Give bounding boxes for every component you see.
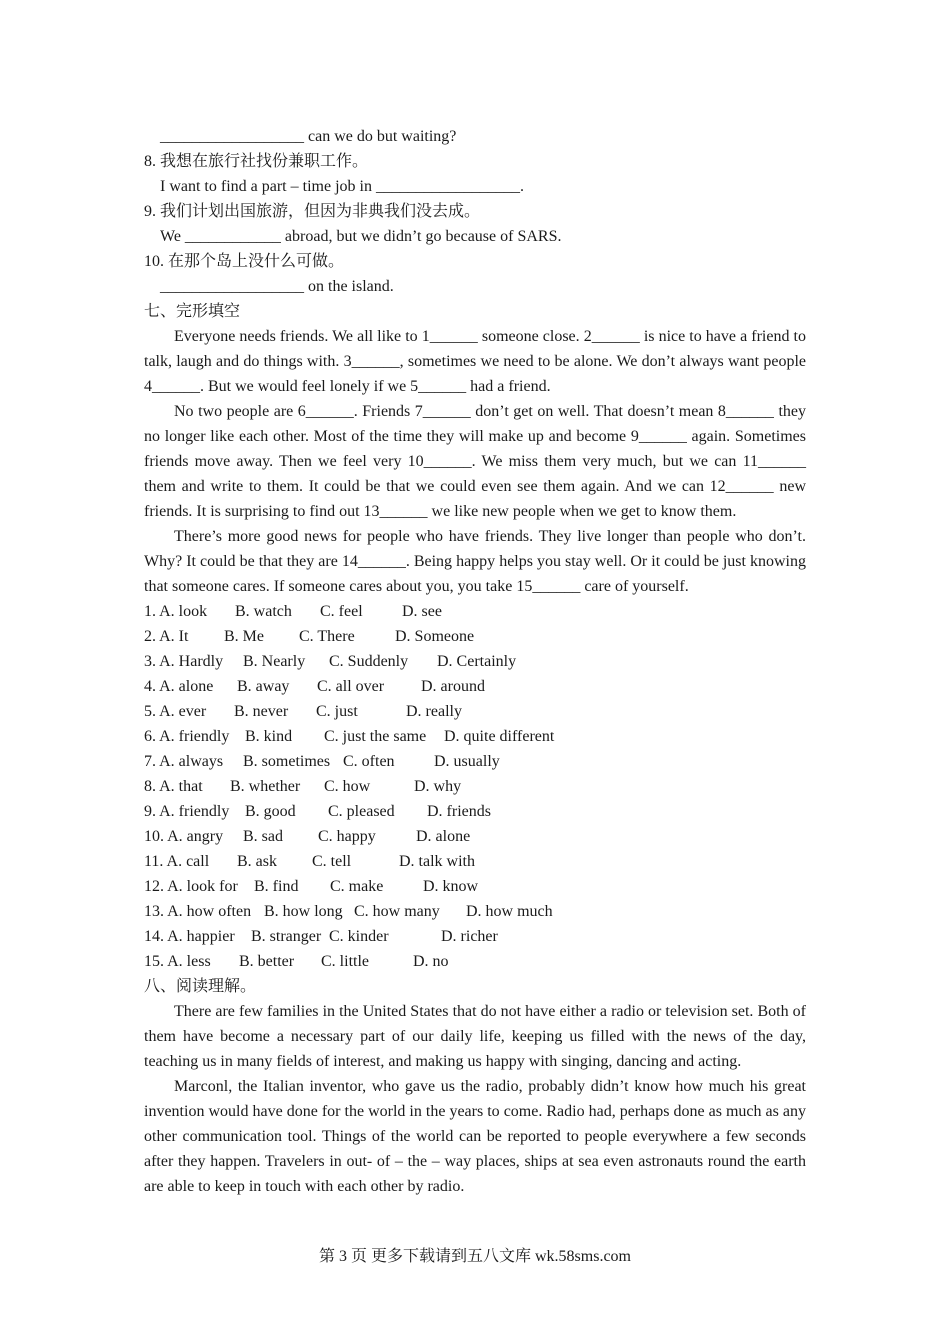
cloze-option-row (144, 699, 806, 724)
cloze-option-row (144, 849, 806, 874)
option-d: D. no (413, 953, 449, 970)
reading-paragraph: Marconl, the Italian inventor, who gave us the radio, probably didn’t know how much his great invention would have done for the world in the years to come. Radio had, perhaps done as much as any other communication tool. Things of the world can be reported to people everywhere a few seconds after they happen. Travelers in out- of – the – way places, ships at sea even astronauts round the earth are able to keep in touch with each other by radio. (144, 1078, 806, 1195)
option-d: D. usually (434, 753, 500, 770)
option-c: C. happy (318, 828, 376, 845)
option-d: D. why (414, 778, 462, 795)
option-a: 3. A. Hardly (144, 653, 224, 670)
cloze-options-list (144, 599, 806, 974)
translation-line-5: We ____________ abroad, but we didn’t go because of SARS. (160, 228, 562, 245)
cloze-option-row (144, 924, 806, 949)
option-a: 8. A. that (144, 778, 203, 795)
translation-line-3: I want to find a part – time job in __________________. (160, 178, 524, 195)
option-b: B. better (239, 953, 295, 970)
option-c: C. Suddenly (329, 653, 409, 670)
option-c: C. just (316, 703, 358, 720)
option-b: B. never (234, 703, 289, 720)
option-d: D. around (421, 678, 485, 695)
option-b: B. good (245, 803, 296, 820)
page-footer: 第 3 页 更多下载请到五八文库 wk.58sms.com (318, 1248, 631, 1265)
option-a: 14. A. happier (144, 928, 235, 945)
option-d: D. friends (427, 803, 491, 820)
cloze-heading: 七、完形填空 (144, 303, 241, 320)
option-d: D. how much (466, 903, 553, 920)
option-d: D. Certainly (437, 653, 517, 670)
cloze-option-row (144, 624, 806, 649)
cloze-paragraph: There’s more good news for people who have friends. They live longer than people who don’t. Why? It could be that they are 14______. Being happy helps you stay well. Or it could be just knowing that someone cares. If someone cares about you, you take 15______ care of yourself. (144, 528, 806, 595)
option-b: B. sad (243, 828, 283, 845)
option-d: D. alone (416, 828, 471, 845)
option-b: B. sometimes (243, 753, 331, 770)
option-c: C. just the same (324, 728, 427, 745)
translation-question-8: 8. 我想在旅行社找份兼职工作。 (144, 153, 369, 170)
option-b: B. find (254, 878, 299, 895)
option-c: C. how many (354, 903, 440, 920)
reading-paragraph: There are few families in the United States that do not have either a radio or television set. Both of them have become a necessary part of our daily life, keeping us filled with the news of the day, teaching us in many fields of interest, and making us happy with singing, dancing and acting. (144, 1003, 806, 1070)
option-b: B. stranger (251, 928, 322, 945)
option-b: B. Me (224, 628, 264, 645)
cloze-option-row (144, 899, 806, 924)
option-b: B. Nearly (243, 653, 306, 670)
option-a: 1. A. look (144, 603, 208, 620)
option-d: D. Someone (395, 628, 475, 645)
option-a: 5. A. ever (144, 703, 207, 720)
translation-question-10: 10. 在那个岛上没什么可做。 (144, 253, 345, 270)
option-a: 10. A. angry (144, 828, 224, 845)
option-a: 13. A. how often (144, 903, 252, 920)
option-a: 9. A. friendly (144, 803, 230, 820)
cloze-option-row (144, 749, 806, 774)
translation-line-1: __________________ can we do but waiting? (160, 128, 457, 145)
option-a: 15. A. less (144, 953, 211, 970)
cloze-option-row (144, 799, 806, 824)
option-c: C. often (343, 753, 395, 770)
translation-line-7: __________________ on the island. (160, 278, 394, 295)
option-d: D. richer (441, 928, 498, 945)
option-c: C. how (324, 778, 371, 795)
reading-heading: 八、阅读理解。 (144, 978, 257, 995)
option-a: 7. A. always (144, 753, 224, 770)
option-c: C. all over (317, 678, 385, 695)
cloze-paragraph: Everyone needs friends. We all like to 1______ someone close. 2______ is nice to have a friend to talk, laugh and do things with. 3______, sometimes we need to be alone. We don’t always want people 4______. But we would feel lonely if we 5______ had a friend. (144, 328, 806, 395)
option-a: 4. A. alone (144, 678, 214, 695)
option-b: B. how long (264, 903, 343, 920)
option-a: 12. A. look for (144, 878, 238, 895)
option-a: 11. A. call (144, 853, 210, 870)
cloze-option-row (144, 949, 806, 974)
option-c: C. pleased (328, 803, 395, 820)
option-b: B. whether (230, 778, 301, 795)
cloze-option-row (144, 649, 806, 674)
option-b: B. ask (237, 853, 277, 870)
option-c: C. make (330, 878, 384, 895)
option-d: D. talk with (399, 853, 475, 870)
option-d: D. quite different (444, 728, 555, 745)
option-b: B. away (237, 678, 290, 695)
cloze-option-row (144, 874, 806, 899)
option-b: B. watch (235, 603, 292, 620)
cloze-paragraph: No two people are 6______. Friends 7______ don’t get on well. That doesn’t mean 8______ they no longer like each other. Most of the time they will make up and become 9______ again. Sometimes friends move away. Then we feel very 10______. We miss them very much, but we can 11______ them and write to them. It could be that we could even see them again. And we can 12______ new friends. It is surprising to find out 13______ we like new people when we get to know them. (144, 403, 806, 520)
option-c: C. kinder (329, 928, 389, 945)
translation-question-9: 9. 我们计划出国旅游，但因为非典我们没去成。 (144, 203, 481, 220)
option-c: C. feel (320, 603, 363, 620)
option-a: 6. A. friendly (144, 728, 230, 745)
option-c: C. little (321, 953, 369, 970)
option-c: C. tell (312, 853, 352, 870)
option-d: D. know (423, 878, 479, 895)
cloze-option-row (144, 774, 806, 799)
option-b: B. kind (245, 728, 293, 745)
option-d: D. see (402, 603, 442, 620)
option-d: D. really (406, 703, 462, 720)
cloze-option-row (144, 674, 806, 699)
cloze-option-row (144, 824, 806, 849)
option-c: C. There (299, 628, 355, 645)
cloze-option-row (144, 724, 806, 749)
option-a: 2. A. It (144, 628, 189, 645)
page-content (144, 124, 806, 1199)
cloze-option-row (144, 599, 806, 624)
